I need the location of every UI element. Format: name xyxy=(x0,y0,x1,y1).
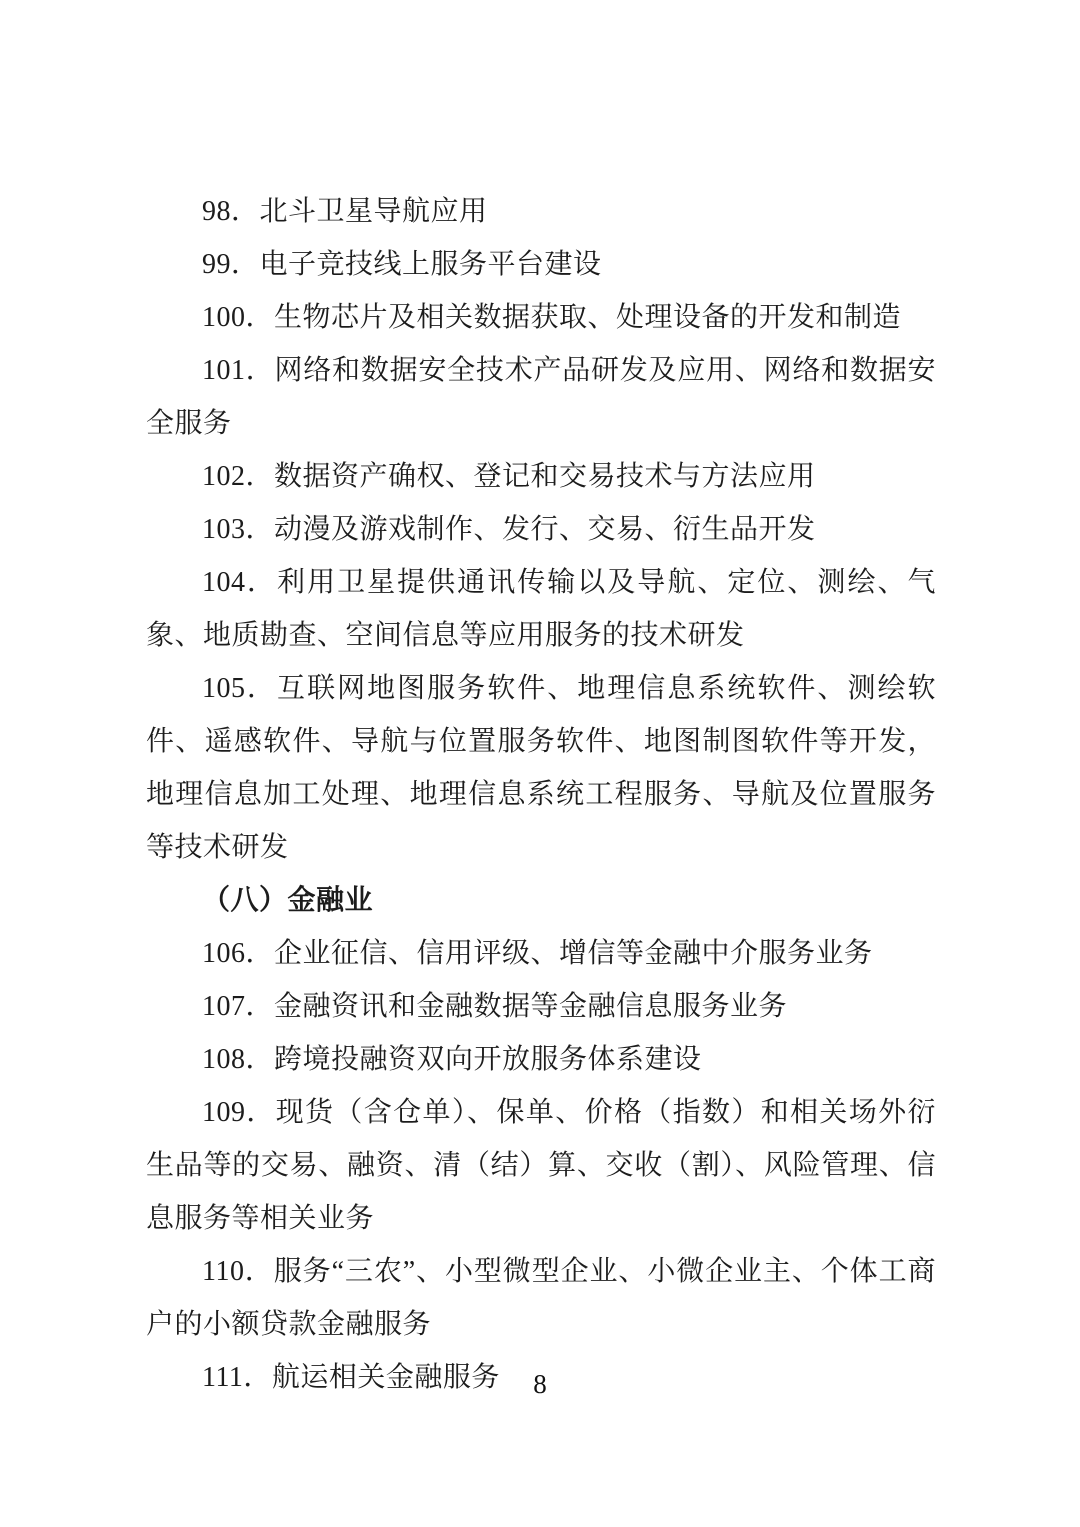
section-heading-finance: （八）金融业 xyxy=(202,885,374,916)
list-item-111: 111．航运相关金融服务 xyxy=(202,1362,500,1393)
list-item-109: 109．现货（含仓单）、保单、价格（指数）和相关场外衍生品等的交易、融资、清（结）算、交收（割）、风险管理、信息服务等相关业务 xyxy=(146,1097,936,1234)
list-item-106: 106．企业征信、信用评级、增信等金融中介服务业务 xyxy=(202,938,873,969)
list-item-102: 102．数据资产确权、登记和交易技术与方法应用 xyxy=(202,461,816,492)
list-item-108: 108．跨境投融资双向开放服务体系建设 xyxy=(202,1044,702,1075)
list-item-107: 107．金融资讯和金融数据等金融信息服务业务 xyxy=(202,991,788,1022)
list-item-100: 100．生物芯片及相关数据获取、处理设备的开发和制造 xyxy=(202,302,902,333)
list-item-104: 104．利用卫星提供通讯传输以及导航、定位、测绘、气象、地质勘查、空间信息等应用服务的技术研发 xyxy=(146,567,936,651)
document-body xyxy=(146,185,936,1404)
list-item-99: 99．电子竞技线上服务平台建设 xyxy=(202,249,602,280)
page-number: 8 xyxy=(533,1369,547,1399)
list-item-98: 98．北斗卫星导航应用 xyxy=(202,196,488,227)
list-item-110: 110．服务“三农”、小型微型企业、小微企业主、个体工商户的小额贷款金融服务 xyxy=(146,1256,936,1340)
list-item-103: 103．动漫及游戏制作、发行、交易、衍生品开发 xyxy=(202,514,816,545)
list-item-105: 105．互联网地图服务软件、地理信息系统软件、测绘软件、遥感软件、导航与位置服务软件、地图制图软件等开发，地理信息加工处理、地理信息系统工程服务、导航及位置服务等技术研发 xyxy=(146,673,936,863)
list-item-101: 101．网络和数据安全技术产品研发及应用、网络和数据安全服务 xyxy=(146,355,936,439)
